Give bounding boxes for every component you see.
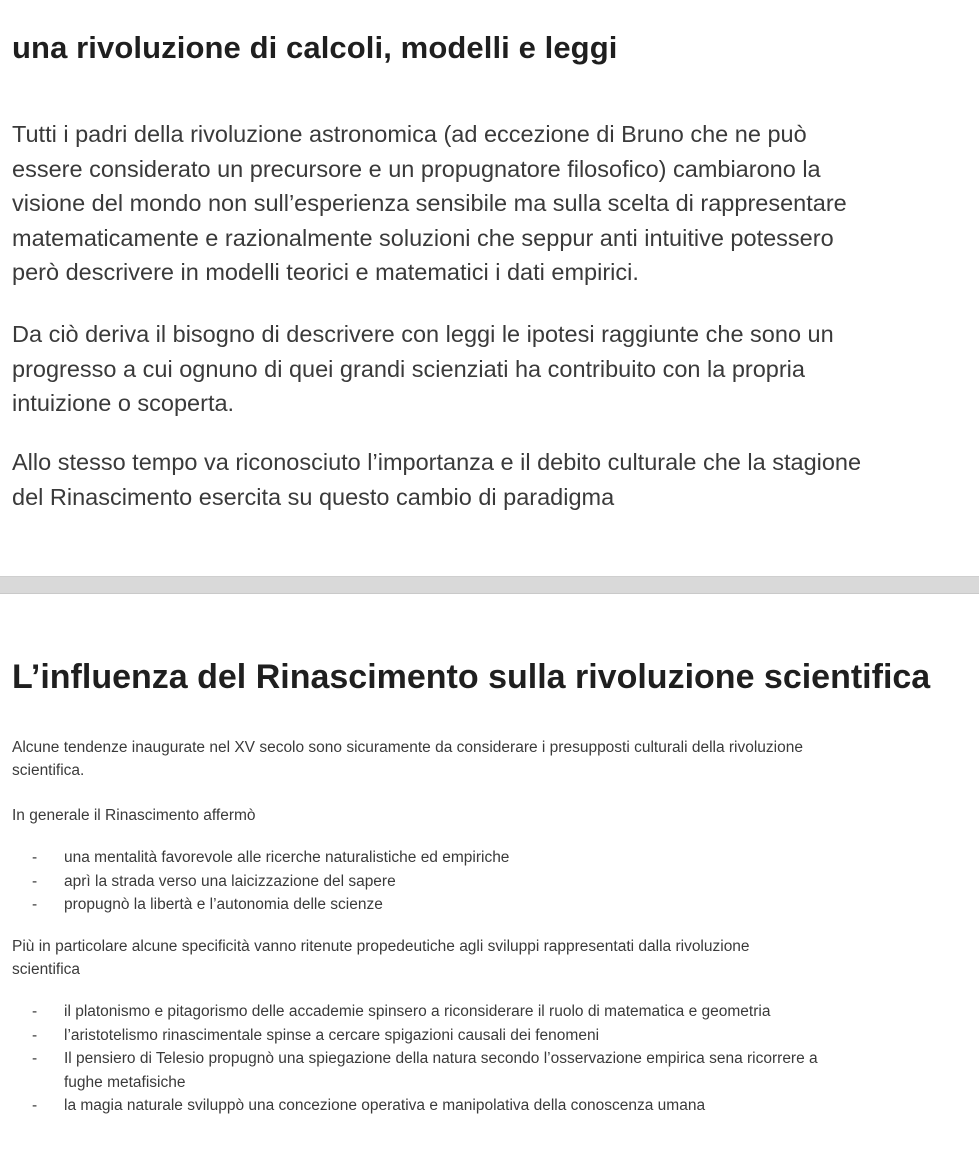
intro-paragraph <box>12 736 803 782</box>
text-line: Allo stesso tempo va riconosciuto l’importanza e il debito culturale che la stagione <box>12 449 862 475</box>
section-title: una rivoluzione di calcoli, modelli e leggi <box>12 30 618 65</box>
text-line: Tutti i padri della rivoluzione astronomica (ad eccezione di Bruno che ne può <box>12 121 807 147</box>
paragraph-leggi <box>12 317 834 421</box>
text-line: scientifica. <box>12 762 85 779</box>
list-item: - aprì la strada verso una laicizzazione del sapere <box>12 870 509 894</box>
list-item-text: - il platonismo e pitagorismo delle accademie spinsero a riconsiderare il ruolo di matematica e geometria <box>64 1003 771 1020</box>
paragraph-padri <box>12 117 847 290</box>
text-line: intuizione o scoperta. <box>12 390 235 416</box>
list-item-text: - Il pensiero di Telesio propugnò una spiegazione della natura secondo l’osservazione empirica sena ricorrere a <box>64 1050 818 1067</box>
text-line: scientifica <box>12 961 81 978</box>
text-line: progresso a cui ognuno di quei grandi scienziati ha contribuito con la propria <box>12 355 805 382</box>
list-item <box>12 1047 818 1094</box>
text-line: essere considerato un precursore e un propugnatore filosofico) cambiarono la <box>12 155 821 182</box>
page-divider <box>0 576 979 594</box>
text-line: matematicamente e razionalmente soluzioni che seppur anti intuitive potessero <box>12 224 834 251</box>
list-item <box>12 1094 818 1118</box>
list-item <box>12 1000 818 1024</box>
text-line: però descrivere in modelli teorici e matematici i dati empirici. <box>12 259 639 285</box>
list-item-text-continued: fughe metafisiche <box>64 1073 186 1091</box>
list-item: - propugnò la libertà e l’autonomia delle scienze <box>12 893 509 917</box>
text-line: del Rinascimento esercita su questo cambio di paradigma <box>12 483 615 510</box>
list-item-text: - l’aristotelismo rinascimentale spinse a cercare spigazioni causali dei fenomeni <box>64 1026 600 1044</box>
text-line: visione del mondo non sull’esperienza sensibile ma sulla scelta di rappresentare <box>12 190 847 216</box>
general-list <box>12 846 509 917</box>
text-line: Più in particolare alcune specificità vanno ritenute propedeutiche agli sviluppi rappresentati dalla rivoluzione <box>12 938 750 955</box>
specific-lead <box>12 935 750 981</box>
general-lead: In generale il Rinascimento affermò <box>12 807 256 824</box>
paragraph-rinascimento <box>12 445 861 514</box>
specific-list <box>12 1000 818 1118</box>
section-influenza <box>12 652 977 1114</box>
list-item: - una mentalità favorevole alle ricerche naturalistiche ed empiriche <box>12 846 509 870</box>
list-item-text: - la magia naturale sviluppò una concezione operativa e manipolativa della conoscenza umana <box>64 1097 706 1114</box>
section-rivoluzione <box>12 28 979 510</box>
list-item <box>12 1024 818 1048</box>
text-line: Da ciò deriva il bisogno di descrivere con leggi le ipotesi raggiunte che sono un <box>12 321 834 347</box>
section-title: L’influenza del Rinascimento sulla rivoluzione scientifica <box>12 658 931 696</box>
text-line: Alcune tendenze inaugurate nel XV secolo sono sicuramente da considerare i presupposti culturali della rivoluzione <box>12 739 803 756</box>
